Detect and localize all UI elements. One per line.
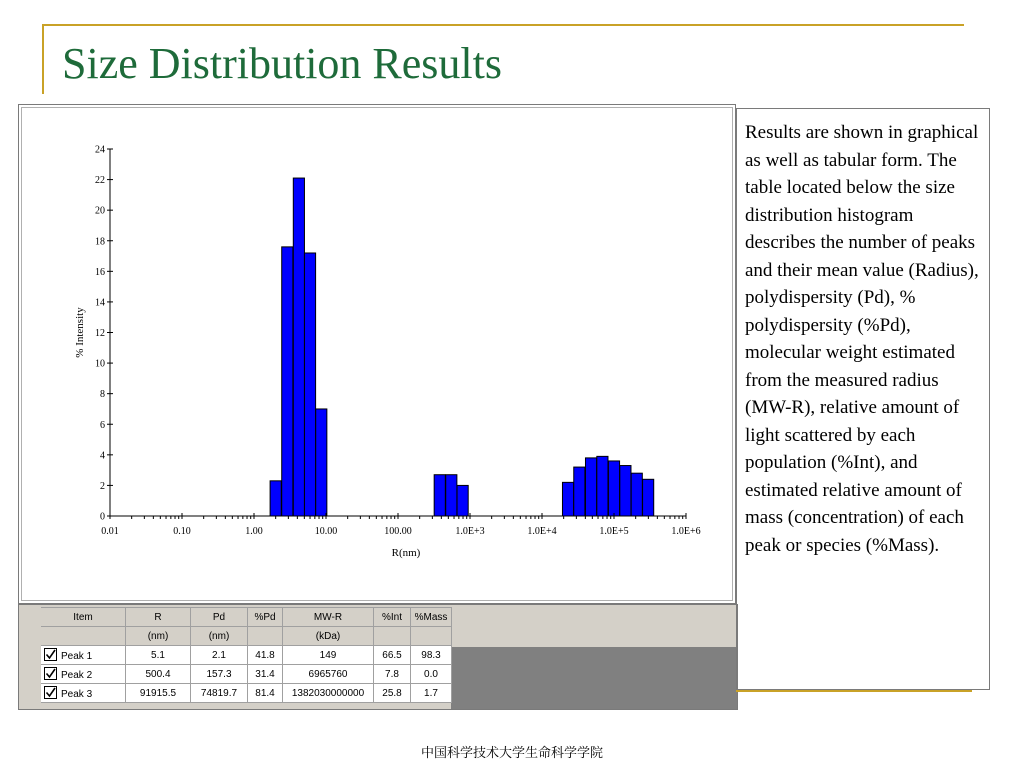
row-gutter — [26, 665, 41, 684]
y-tick-label: 8 — [100, 389, 105, 401]
results-table — [25, 607, 452, 703]
peak-item-cell — [41, 684, 126, 703]
table-header-row — [26, 608, 452, 627]
peak-name: Peak 2 — [61, 670, 93, 681]
histogram-bar — [270, 481, 281, 516]
y-axis-label: % Intensity — [74, 307, 86, 358]
x-axis-label: R(nm) — [391, 547, 421, 559]
title-accent-rule — [42, 24, 964, 26]
y-tick-label: 18 — [95, 236, 105, 248]
histogram-bar — [620, 466, 631, 516]
slide-title: Size Distribution Results — [62, 39, 502, 88]
peak-pct-mass: 0.0 — [411, 665, 452, 684]
x-tick-label: 10.00 — [314, 526, 338, 537]
header-pd[interactable]: Pd — [191, 608, 248, 627]
peak-checkbox[interactable] — [44, 667, 57, 680]
unit-item — [41, 627, 126, 646]
peak-mw-r: 149 — [283, 646, 374, 665]
header-pct-pd[interactable]: %Pd — [248, 608, 283, 627]
y-tick-label: 22 — [95, 175, 105, 187]
peak-r: 500.4 — [126, 665, 191, 684]
histogram-panel — [18, 104, 736, 604]
unit-pct-pd — [248, 627, 283, 646]
histogram-bar — [434, 475, 445, 516]
peak-r: 5.1 — [126, 646, 191, 665]
peak-pd: 157.3 — [191, 665, 248, 684]
header-mw-r[interactable]: MW-R — [283, 608, 374, 627]
table-row — [26, 646, 452, 665]
header-pct-int[interactable]: %Int — [374, 608, 411, 627]
peak-pd: 2.1 — [191, 646, 248, 665]
x-tick-label: 0.10 — [173, 526, 191, 537]
table-row — [26, 684, 452, 703]
histogram-bar — [585, 458, 596, 516]
histogram-bar — [574, 467, 585, 516]
peak-mw-r: 6965760 — [283, 665, 374, 684]
histogram-bar — [608, 461, 619, 516]
peak-mw-r: 1382030000000 — [283, 684, 374, 703]
header-r[interactable]: R — [126, 608, 191, 627]
peak-r: 91915.5 — [126, 684, 191, 703]
x-tick-label: 1.00 — [245, 526, 263, 537]
row-gutter — [26, 646, 41, 665]
histogram-bar — [282, 247, 293, 516]
peak-pct-mass: 98.3 — [411, 646, 452, 665]
x-tick-label: 1.0E+4 — [527, 526, 557, 537]
histogram-bar — [293, 178, 304, 516]
histogram-bar — [316, 409, 327, 516]
description-text: Results are shown in graphical as well as tabular form. The table located below the size distribution histogram describes the number of peaks and their mean value (Radius), polydispersity (Pd), % polydispersity (%Pd), molecular weight estimated from the measured radius (MW-R), relative amount of light scattered by each population (%Int), and estimated relative amount of mass (concentration) of each peak or species (%Mass). — [736, 108, 990, 690]
histogram-bar — [631, 473, 642, 516]
y-tick-label: 12 — [95, 328, 105, 339]
row-gutter — [26, 627, 41, 646]
x-tick-label: 0.01 — [101, 526, 119, 537]
header-item[interactable]: Item — [41, 608, 126, 627]
x-tick-label: 100.00 — [384, 526, 412, 537]
x-tick-label: 1.0E+3 — [455, 526, 485, 537]
size-distribution-histogram — [19, 105, 735, 603]
peak-pct-pd: 41.8 — [248, 646, 283, 665]
peak-pct-int: 66.5 — [374, 646, 411, 665]
histogram-bar — [597, 456, 608, 516]
checkmark-icon — [45, 687, 56, 698]
peak-item-cell — [41, 646, 126, 665]
peak-name: Peak 3 — [61, 689, 93, 700]
y-tick-label: 0 — [100, 511, 105, 523]
y-tick-label: 2 — [100, 480, 105, 492]
unit-mw-r: (kDa) — [283, 627, 374, 646]
checkmark-icon — [45, 649, 56, 660]
results-table-panel — [18, 604, 738, 710]
checkmark-icon — [45, 668, 56, 679]
peak-pct-int: 7.8 — [374, 665, 411, 684]
y-tick-label: 14 — [95, 297, 105, 309]
unit-pd: (nm) — [191, 627, 248, 646]
row-gutter — [26, 608, 41, 627]
table-empty-area — [451, 647, 737, 709]
peak-pd: 74819.7 — [191, 684, 248, 703]
unit-pct-mass — [411, 627, 452, 646]
histogram-bar — [643, 479, 654, 516]
y-tick-label: 4 — [100, 450, 105, 462]
x-tick-label: 1.0E+6 — [671, 526, 701, 537]
y-tick-label: 6 — [100, 419, 105, 431]
peak-checkbox[interactable] — [44, 686, 57, 699]
peak-name: Peak 1 — [61, 651, 93, 662]
histogram-bar — [562, 482, 573, 516]
peak-pct-mass: 1.7 — [411, 684, 452, 703]
header-pct-mass[interactable]: %Mass — [411, 608, 452, 627]
unit-pct-int — [374, 627, 411, 646]
y-tick-label: 10 — [95, 358, 105, 370]
histogram-bar — [457, 485, 468, 516]
peak-pct-pd: 31.4 — [248, 665, 283, 684]
peak-checkbox[interactable] — [44, 648, 57, 661]
row-gutter — [26, 684, 41, 703]
table-row — [26, 665, 452, 684]
title-side-rule — [42, 24, 44, 94]
peak-item-cell — [41, 665, 126, 684]
peak-pct-int: 25.8 — [374, 684, 411, 703]
histogram-bar — [446, 475, 457, 516]
textbox-accent-rule — [736, 690, 972, 692]
footer-institution: 中国科学技术大学生命科学学院 — [420, 746, 603, 761]
table-units-row — [26, 627, 452, 646]
histogram-bar — [304, 253, 315, 516]
y-tick-label: 24 — [95, 144, 105, 156]
y-tick-label: 20 — [95, 205, 105, 217]
y-tick-label: 16 — [95, 266, 105, 278]
unit-r: (nm) — [126, 627, 191, 646]
x-tick-label: 1.0E+5 — [599, 526, 629, 537]
peak-pct-pd: 81.4 — [248, 684, 283, 703]
